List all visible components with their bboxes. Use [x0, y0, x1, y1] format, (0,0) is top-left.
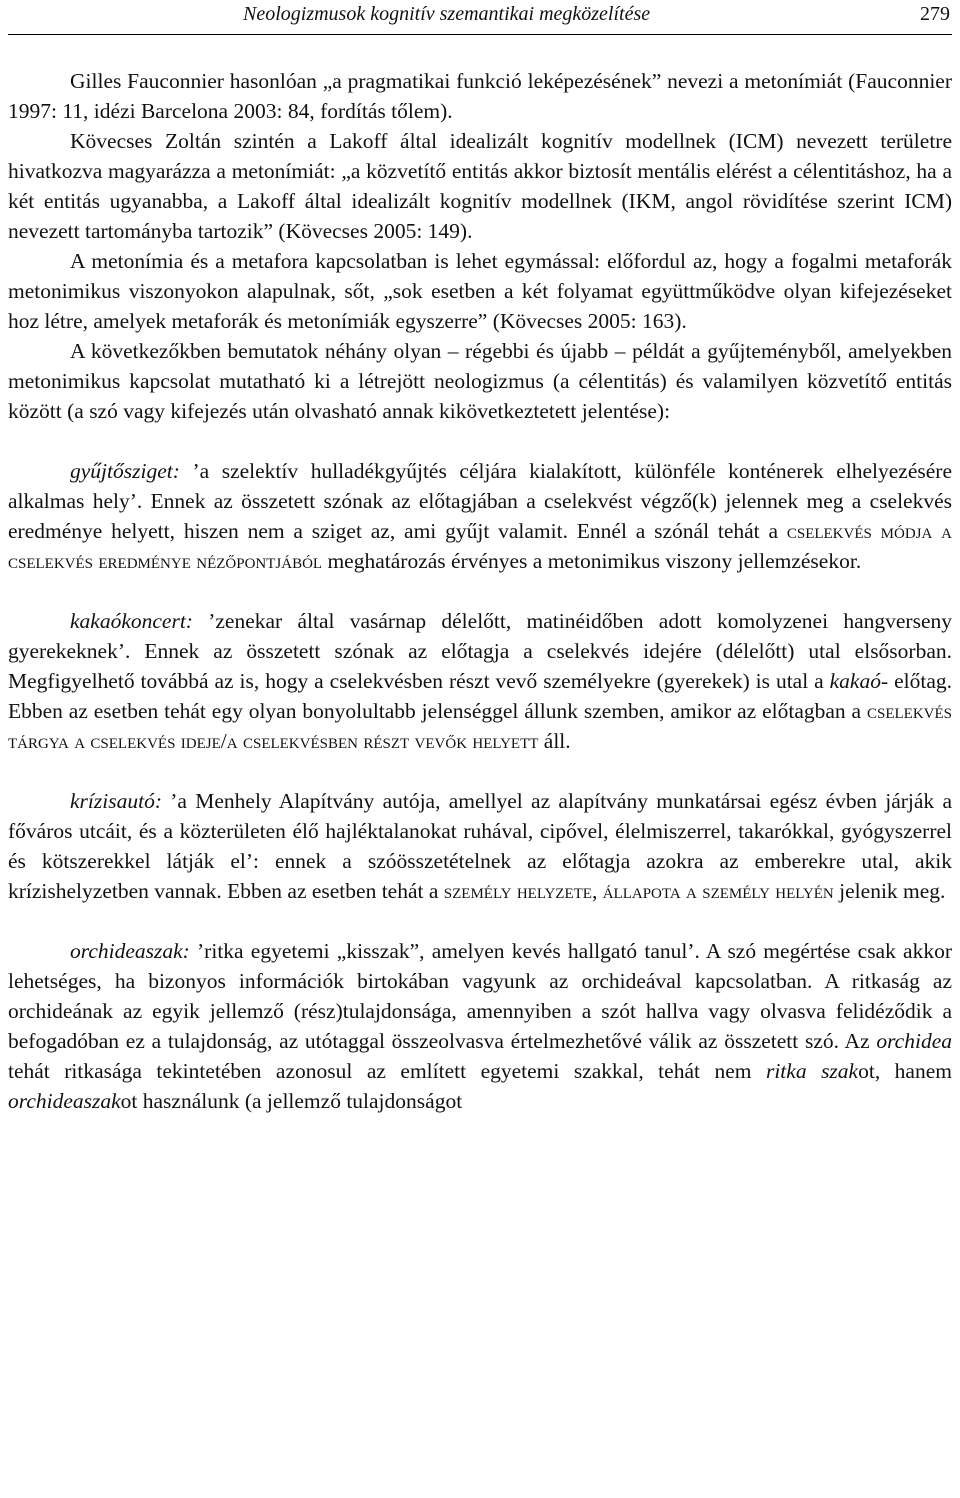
paragraph-examples-intro: A következőkben bemutatok néhány olyan – régebbi és újabb – példát a gyűjteményből, amelyekben metonimikus kapcsolat mutatható ki a létrejött neologizmus (a célentitás) és valamilyen közvetítő entitás között (a szó vagy kifejezés után olvasható annak kikövetkeztetett jelentése): — [8, 339, 952, 423]
entry-kakaokoncert — [8, 606, 952, 756]
paragraph-kovecses: Kövecses Zoltán szintén a Lakoff által idealizált kognitív modellnek (ICM) nevezett területre hivatkozva magyarázza a metonímiát: „a közvetítő entitás akkor biztosít mentális elérést a célentitáshoz, ha a két entitás ugyanabba, a Lakoff által idealizált kognitív modellnek (IKM, angol rövidítése szerint ICM) nevezett tartományba tartozik” (Kövecses 2005: 149). — [8, 129, 952, 243]
entry-italic: orchideaszak — [8, 1089, 121, 1113]
entry-smallcaps: személy helyzete, állapota a személy helyén — [443, 879, 834, 903]
entry-text: előtag. Ebben az esetben tehát egy olyan bonyolultabb jelenséggel állunk szemben, amikor az előtagban a — [8, 669, 952, 723]
paragraph-metaphor-metonymy: A metonímia és a metafora kapcsolatban is lehet egymással: előfordul az, hogy a fogalmi metaforák metonimikus viszonyokon alapulnak, sőt, „sok esetben a két folyamat együttműködve olyan kifejezéseket hoz létre, amelyek metaforák és metonímiák egyszerre” (Kövecses 2005: 163). — [8, 249, 952, 333]
spacer — [8, 756, 952, 786]
entry-smallcaps: cselekvés tárgya a cselekvés ideje/a cselekvésben részt vevők helyett — [8, 699, 952, 753]
entry-headword: orchideaszak: — [70, 939, 190, 963]
paragraph-fauconnier: Gilles Fauconnier hasonlóan „a pragmatikai funkció leképezésének” nevezi a metonímiát (Fauconnier 1997: 11, idézi Barcelona 2003: 84, fordítás tőlem). — [8, 69, 952, 123]
page-number: 279 — [920, 3, 950, 25]
entry-italic: ritka szak — [765, 1059, 859, 1083]
entry-text: ’a szelektív hulladékgyűjtés céljára kialakított, különféle konténerek elhelyezésére alkalmas hely’. Ennek az összetett szónak az előtagjában a cselekvést végző(k) jelennek meg a cselekvés eredménye helyett, hiszen nem a sziget az, ami gyűjt valamit. Ennél a szónál tehát a — [8, 459, 952, 543]
entry-text: meghatározás érvényes a metonimikus viszony jellemzésekor. — [322, 549, 862, 573]
spacer — [8, 576, 952, 606]
entry-gyujtosziget — [8, 456, 952, 576]
entry-headword: kakaókoncert: — [70, 609, 193, 633]
entry-headword: krízisautó: — [70, 789, 162, 813]
running-title: Neologizmusok kognitív szemantikai megközelítése — [243, 3, 651, 25]
spacer — [8, 426, 952, 456]
entry-text: jelenik meg. — [833, 879, 946, 903]
entry-text: tehát ritkasága tekintetében azonosul az említett egyetemi szakkal, tehát nem — [8, 1059, 766, 1083]
entry-text: ’a Menhely Alapítvány autója, amellyel az alapítvány munkatársai egész évben járják a főváros utcáit, és a közterületen élő hajléktalanokat ruhával, cipővel, élelmiszerrel, takarókkal, gyógyszerrel és kötszerekkel látják el’: ennek a szóösszetételnek az előtagja azokra az emberekre utal, akik krízishelyzetben vannak. Ebben az esetben tehát a — [8, 789, 952, 903]
entry-italic: orchidea — [876, 1029, 952, 1053]
entry-krizisauto — [8, 786, 952, 906]
entry-headword: gyűjtősziget: — [70, 459, 180, 483]
spacer — [8, 906, 952, 936]
entry-orchideaszak — [8, 936, 952, 1116]
entry-italic: kakaó- — [829, 669, 889, 693]
page-body — [8, 66, 952, 1116]
entry-text: ’ritka egyetemi „kisszak”, amelyen kevés hallgató tanul’. A szó megértése csak akkor lehetséges, ha bizonyos információk birtokában vagyunk az orchideával kapcsolatban. A ritkaság az orchideának az egyik jellemző (rész)tulajdonsága, amennyiben a szót hallva vagy olvasva felidéződik a befogadóban ez a tulajdonság, az utótaggal összeolvasva értelmezhetővé válik az összetett szó. Az — [8, 939, 952, 1053]
entry-text: ot, hanem — [858, 1059, 952, 1083]
running-header — [8, 0, 952, 35]
entry-smallcaps: cselekvés módja a cselekvés eredménye nézőpontjából — [8, 519, 952, 573]
entry-text: ot használunk (a jellemző tulajdonságot — [120, 1089, 463, 1113]
entry-text: áll. — [538, 729, 571, 753]
entry-text: ’zenekar által vasárnap délelőtt, matinéidőben adott komolyzenei hangverseny gyerekeknek’. Ennek az összetett szónak az előtagja a cselekvés idejére (délelőtt) utal elsősorban. Megfigyelhető továbbá az is, hogy a cselekvésben részt vevő személyekre (gyerekek) is utal a — [8, 609, 952, 693]
